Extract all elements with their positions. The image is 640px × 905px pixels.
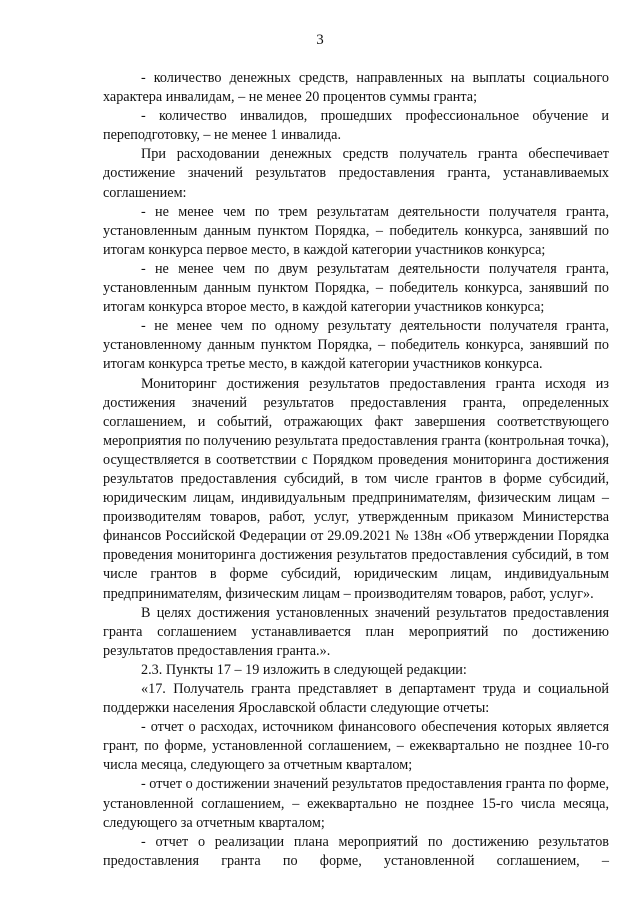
paragraph-item-17: «17. Получатель гранта представляет в департамент труда и социальной поддержки населения Ярославской области следующие отчеты: xyxy=(103,681,609,717)
paragraph-results-achievement: При расходовании денежных средств получатель гранта обеспечивает достижение значений результатов предоставления гранта, устанавливаемых соглашением: xyxy=(103,146,609,201)
page-number: 3 xyxy=(316,32,324,48)
paragraph-action-plan: В целях достижения установленных значений результатов предоставления гранта соглашением устанавливается план мероприятий по достижению результатов предоставления гранта.». xyxy=(103,604,609,659)
paragraph-plan-report: - отчет о реализации плана мероприятий по достижению результатов предоставления гранта по форме, установленной соглашением, – xyxy=(103,833,609,869)
paragraph-results-report: - отчет о достижении значений результатов предоставления гранта по форме, установленной соглашением, – ежеквартально не позднее 15-го числа месяца, следующего за отчетным кварталом; xyxy=(103,776,609,831)
document-body xyxy=(103,69,609,871)
paragraph-first-place: - не менее чем по трем результатам деятельности получателя гранта, установленным данным пунктом Порядка, – победитель конкурса, занявший по итогам конкурса первое место, в каждой категории участников конкурса; xyxy=(103,203,609,258)
paragraph-trained-disabled: - количество инвалидов, прошедших профессиональное обучение и переподготовку, – не менее 1 инвалида. xyxy=(103,108,609,144)
paragraph-monitoring: Мониторинг достижения результатов предоставления гранта исходя из достижения значений результатов предоставления гранта, определенных соглашением, и событий, отражающих факт завершения соответствующего мероприятия по получению результата предоставления гранта (контрольная точка), осуществляется в соответствии с Порядком проведения мониторинга достижения результатов предоставления субсидий, в том числе грантов в форме субсидий, юридическим лицам, индивидуальным предпринимателям, физическим лицам – производителям товаров, работ, услуг, утвержденным приказом Министерства финансов Российской Федерации от 29.09.2021 № 138н «Об утверждении Порядка проведения мониторинга достижения результатов предоставления субсидий, в том числе грантов в форме субсидий, юридическим лицам, индивидуальным предпринимателям, физическим лицам – производителям товаров, работ, услуг». xyxy=(103,375,609,602)
paragraph-third-place: - не менее чем по одному результату деятельности получателя гранта, установленному данным пунктом Порядка, – победитель конкурса, занявший по итогам конкурса третье место, в каждой категории участников конкурса. xyxy=(103,318,609,373)
paragraph-amendment-2-3: 2.3. Пункты 17 – 19 изложить в следующей редакции: xyxy=(141,661,467,678)
paragraph-expense-report: - отчет о расходах, источником финансового обеспечения которых является грант, по форме, установленной соглашением, – ежеквартально не позднее 10-го числа месяца, следующего за отчетным кварталом; xyxy=(103,719,609,774)
paragraph-second-place: - не менее чем по двум результатам деятельности получателя гранта, установленным данным пунктом Порядка, – победитель конкурса, занявший по итогам конкурса второе место, в каждой категории участников конкурса; xyxy=(103,260,609,316)
paragraph-payments-share: - количество денежных средств, направленных на выплаты социального характера инвалидам, – не менее 20 процентов суммы гранта; xyxy=(103,70,609,106)
